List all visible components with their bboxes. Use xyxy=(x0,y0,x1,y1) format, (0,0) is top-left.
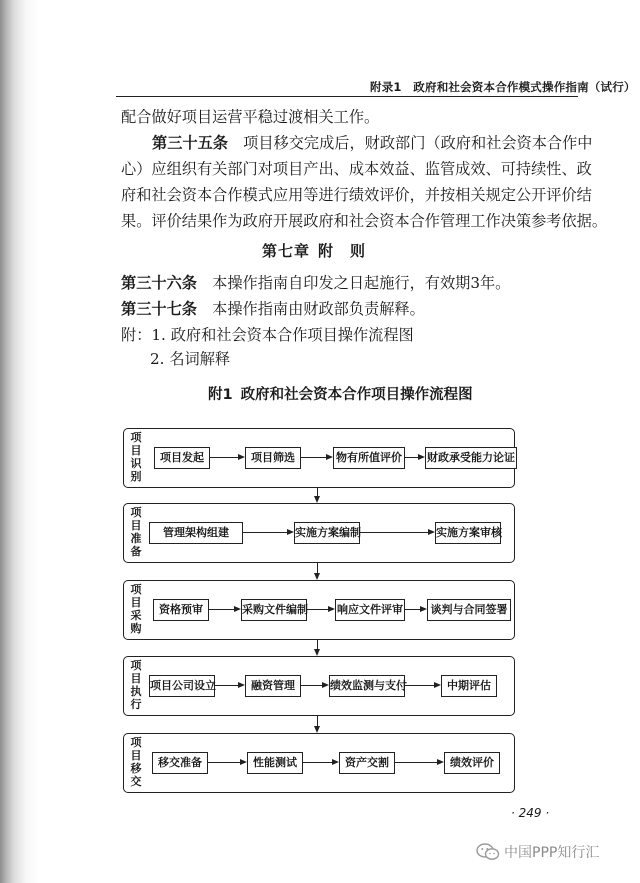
flow-step-box: 资产交割 xyxy=(339,752,395,774)
flow-arrow xyxy=(243,532,292,533)
watermark-text: 中国PPP知行汇 xyxy=(504,845,600,861)
flow-step-box: 绩效监测与支付 xyxy=(329,675,405,697)
flow-step-box: 项目发起 xyxy=(154,447,210,469)
flow-step-box: 融资管理 xyxy=(245,675,301,697)
phase-connector-arrow xyxy=(317,640,318,654)
phase-connector-arrow xyxy=(317,716,318,731)
article-36: 第三十六条 本操作指南自印发之日起施行，有效期3年。 xyxy=(121,274,511,292)
article-35-heading-line: 第三十五条 项目移交完成后，财政部门（政府和社会资本合作中 xyxy=(152,134,593,152)
phase-connector-arrow xyxy=(317,563,318,578)
flow-arrow xyxy=(307,609,333,610)
header-rule xyxy=(116,96,578,97)
appendix-line-2: 2. 名词解释 xyxy=(150,350,231,368)
appendix-line-1: 附：1. 政府和社会资本合作项目操作流程图 xyxy=(121,326,414,344)
watermark xyxy=(476,842,599,862)
flow-arrow xyxy=(405,457,423,458)
phase-label: 项目执行 xyxy=(130,659,142,711)
phase-connector-arrow xyxy=(317,488,318,501)
flow-arrow xyxy=(210,457,243,458)
phase-label: 项目移交 xyxy=(130,736,142,788)
flow-arrow xyxy=(208,762,245,763)
flow-arrow xyxy=(215,685,243,686)
body-line-1: 配合做好项目运营平稳过渡相关工作。 xyxy=(121,108,380,126)
flow-step-box: 财政承受能力论证 xyxy=(425,447,517,469)
page-number: · 249 · xyxy=(511,806,550,820)
flow-step-box: 项目公司设立 xyxy=(149,675,215,697)
phase-label: 项目采购 xyxy=(130,583,142,635)
running-header: 附录1 政府和社会资本合作模式操作指南（试行） xyxy=(370,80,636,94)
flow-step-box: 物有所值评价 xyxy=(333,447,405,469)
flow-step-box: 谈判与合同签署 xyxy=(427,599,511,621)
phase-label: 项目准备 xyxy=(130,506,142,558)
flow-step-box: 性能测试 xyxy=(247,752,303,774)
flow-step-box: 采购文件编制 xyxy=(241,599,307,621)
flow-arrow xyxy=(303,762,337,763)
wechat-icon xyxy=(476,843,500,861)
flow-step-box: 实施方案审核 xyxy=(435,522,501,544)
flow-step-box: 中期评估 xyxy=(441,675,497,697)
chapter-heading: 第七章 附 则 xyxy=(262,242,367,260)
flow-step-box: 资格预审 xyxy=(153,599,209,621)
flow-step-box: 项目筛选 xyxy=(245,447,301,469)
article-37: 第三十七条 本操作指南由财政部负责解释。 xyxy=(121,300,425,318)
flow-step-box: 实施方案编制 xyxy=(294,522,360,544)
phase-label: 项目识别 xyxy=(130,431,142,483)
flow-arrow xyxy=(209,609,239,610)
body-line-4: 府和社会资本合作模式应用等进行绩效评价，并按相关规定公开评价结 xyxy=(121,186,592,204)
flow-arrow xyxy=(395,762,442,763)
flow-arrow xyxy=(405,685,439,686)
body-line-3: 心）应组织有关部门对项目产出、成本效益、监管成效、可持续性、政 xyxy=(121,160,592,178)
flow-step-box: 移交准备 xyxy=(152,752,208,774)
flow-arrow xyxy=(301,685,327,686)
flow-step-box: 管理架构组建 xyxy=(149,522,243,544)
flow-step-box: 响应文件评审 xyxy=(335,599,405,621)
flow-arrow xyxy=(360,532,433,533)
figure-title: 附1 政府和社会资本合作项目操作流程图 xyxy=(208,387,473,403)
flow-arrow xyxy=(405,609,425,610)
flow-step-box: 绩效评价 xyxy=(444,752,500,774)
article-number: 第三十五条 xyxy=(152,134,228,152)
flow-arrow xyxy=(301,457,331,458)
body-line-5: 果。评价结果作为政府开展政府和社会资本合作管理工作决策参考依据。 xyxy=(121,212,607,230)
